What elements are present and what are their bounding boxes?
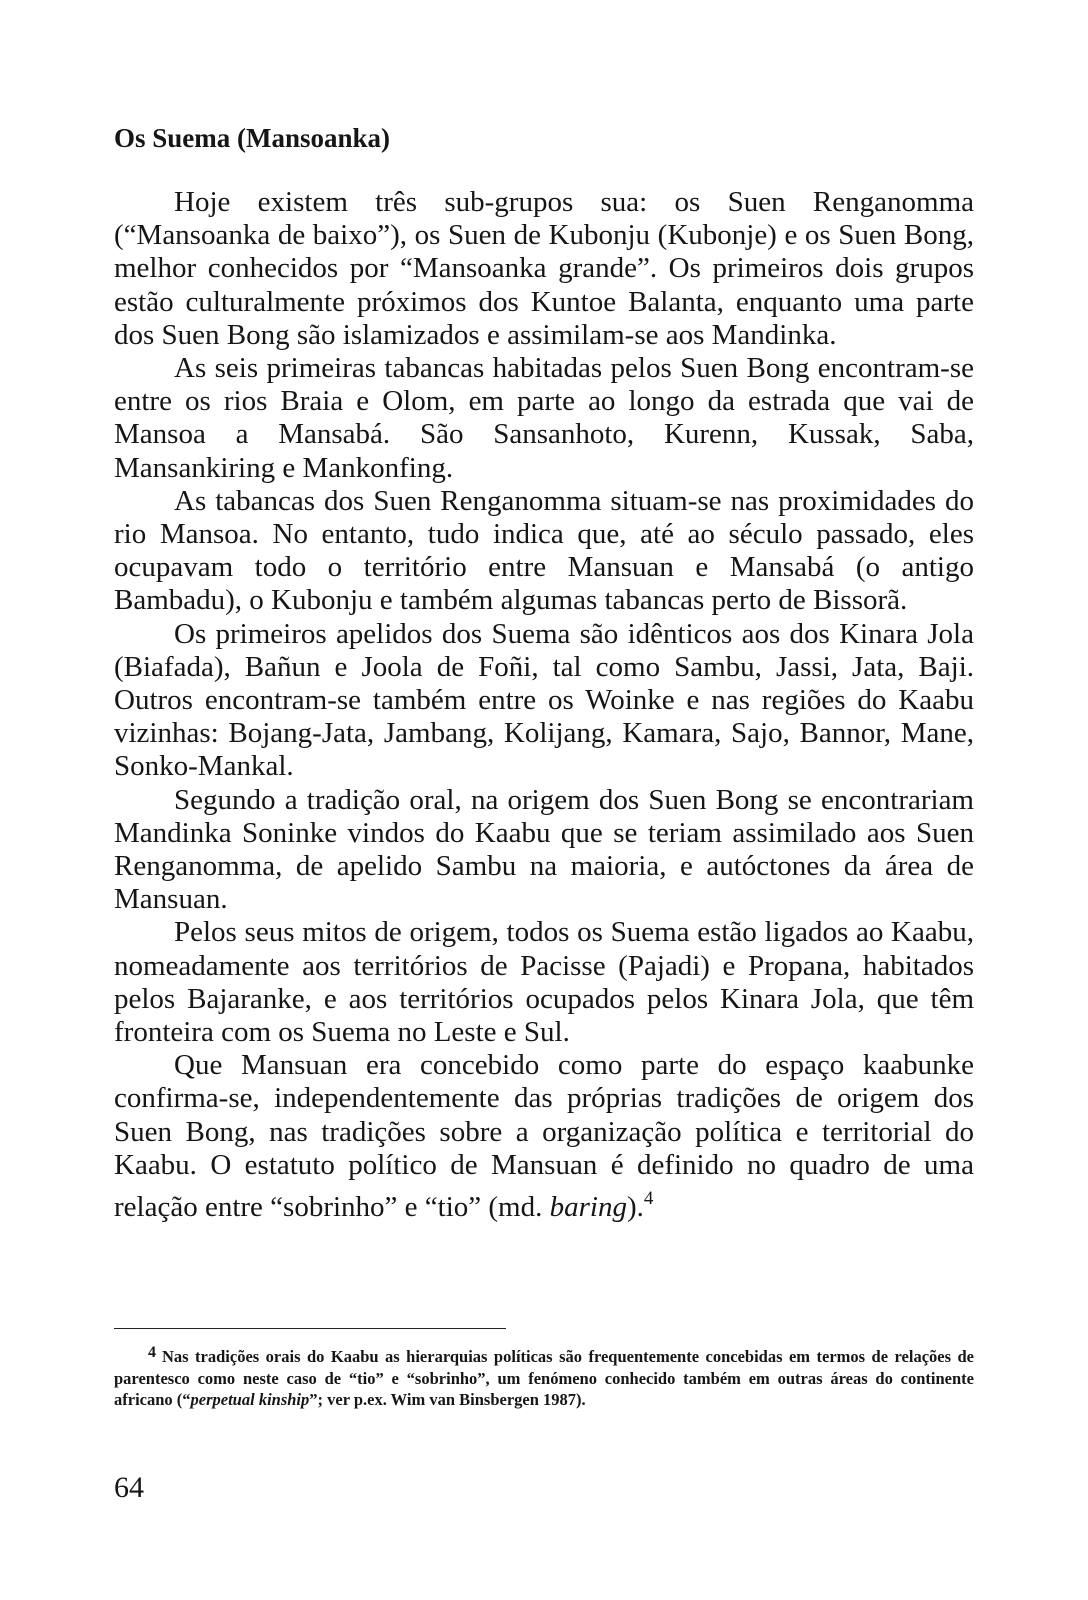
section-heading: Os Suema (Mansoanka)	[114, 123, 391, 153]
paragraph-4: Os primeiros apelidos dos Suema são idênticos aos dos Kinara Jola (Biafada), Bañun e Joola de Foñi, tal como Sambu, Jassi, Jata, Baji. Outros encontram-se também entre os Woinke e nas regiões do Kaabu vizinhas: Bojang-Jata, Jambang, Kolijang, Kamara, Sajo, Bannor, Mane, Sonko-Mankal.	[114, 617, 974, 783]
paragraph-7	[114, 1049, 974, 1224]
footnote-italic-term: perpetual kinship	[190, 1390, 310, 1409]
paragraph-1: Hoje existem três sub-grupos sua: os Suen Renganomma (“Mansoanka de baixo”), os Suen de Kubonju (Kubonje) e os Suen Bong, melhor conhecidos por “Mansoanka grande”. Os primeiros dois grupos estão culturalmente próximos dos Kuntoe Balanta, enquanto uma parte dos Suen Bong são islamizados e assimilam-se aos Mandinka.	[114, 186, 974, 351]
paragraph-5: Segundo a tradição oral, na origem dos Suen Bong se encontrariam Mandinka Soninke vindos do Kaabu que se teriam assimilado aos Suen Renganomma, de apelido Sambu na maioria, e autóctones da área de Mansuan.	[114, 783, 974, 916]
paragraph-3: As tabancas dos Suen Renganomma situam-se nas proximidades do rio Mansoa. No entanto, tudo indica que, até ao século passado, eles ocupavam todo o território entre Mansuan e Mansabá (o antigo Bambadu), o Kubonju e também algumas tabancas perto de Bissorã.	[114, 484, 974, 617]
footnote-mark: 4	[148, 1344, 156, 1361]
paragraph-6: Pelos seus mitos de origem, todos os Suema estão ligados ao Kaabu, nomeadamente aos territórios de Pacisse (Pajadi) e Propana, habitados pelos Bajaranke, e aos territórios ocupados pelos Kinara Jola, que têm fronteira com os Suema no Leste e Sul.	[114, 916, 974, 1049]
footnote-reference[interactable]: 4	[643, 1188, 654, 1210]
footnote-text-after: ”; ver p.ex. Wim van Binsbergen 1987).	[309, 1390, 586, 1409]
footnote	[114, 1342, 974, 1411]
footnote-text-before: Nas tradições orais do Kaabu as hierarquias políticas são frequentemente concebidas em termos de relações de parentesco como neste caso de “tio” e “sobrinho”, um fenómeno conhecido também em outras áreas do continente africano (“	[114, 1347, 974, 1409]
paragraph-7-end: ).	[626, 1191, 644, 1224]
paragraph-7-text: Que Mansuan era concebido como parte do espaço kaabunke confirma-se, independentemente das próprias tradições de origem dos Suen Bong, nas tradições sobre a organização política e territorial do Kaabu. O estatuto político de Mansuan é definido no quadro de uma relação entre “sobrinho” e “tio” (md.	[114, 1049, 974, 1224]
footnote-separator	[114, 1328, 506, 1329]
paragraph-2: As seis primeiras tabancas habitadas pelos Suen Bong encontram-se entre os rios Braia e Olom, em parte ao longo da estrada que vai de Mansoa a Mansabá. São Sansanhoto, Kurenn, Kussak, Saba, Mansankiring e Mankonfing.	[114, 352, 974, 484]
italic-term-baring: baring	[549, 1191, 627, 1224]
page-number: 64	[114, 1471, 144, 1504]
page-body	[114, 118, 974, 1224]
